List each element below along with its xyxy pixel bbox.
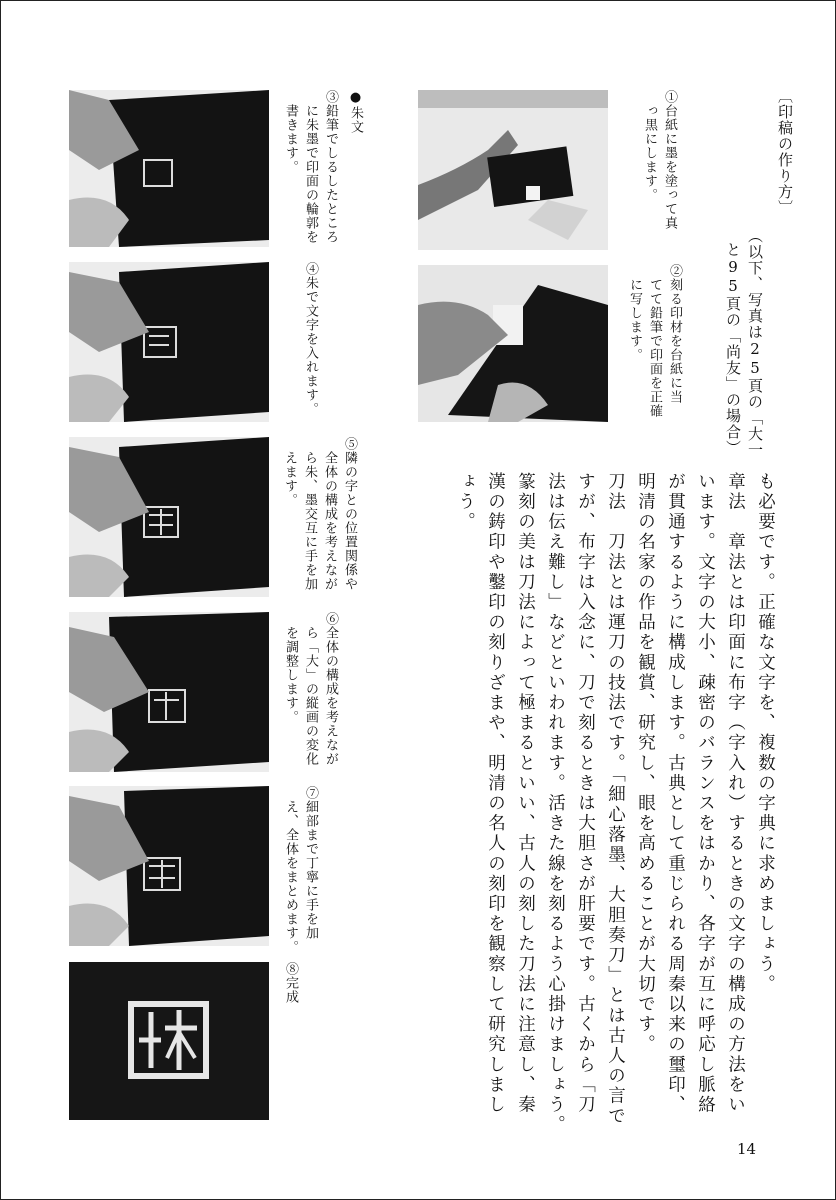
body-line-3: います。文字の大小、疎密のバランスをはかり、各字が互に呼応し脈絡 [695, 472, 716, 1116]
step-3-caption-line-2: に朱墨で印面の輪郭を [303, 104, 318, 244]
body-line-9: 篆刻の美は刀法によって極まるといい、古人の刻した刀法に注意し、秦 [515, 472, 536, 1116]
body-line-4: が貫通するように構成します。古典として重じられる周秦以来の璽印、 [665, 472, 686, 1116]
step-2-caption-line-1: ②刻る印材を台紙に当 [667, 264, 682, 404]
step-5-caption-line-4: えます。 [282, 451, 297, 507]
step-2-caption-line-2: てて鉛筆で印面を正確 [647, 278, 662, 418]
page-number: 14 [737, 1140, 757, 1158]
body-line-11: ょう。 [455, 472, 476, 533]
section-note-line-1: （以下、写真は25頁の「大一 [746, 228, 764, 458]
step-8-caption: ⑧完成 [283, 962, 298, 1004]
body-line-10: 漢の鋳印や鑿印の刻りざまや、明清の名人の刻印を観察して研究しまし [485, 472, 506, 1116]
step-5-caption-line-3: ら朱、墨交互に手を加 [302, 451, 317, 591]
step-3-caption-line-3: 書きます。 [283, 104, 298, 174]
photo-step-6 [69, 612, 269, 772]
step-6-caption-line-3: を調整します。 [283, 626, 298, 724]
step-2-caption-line-3: に写します。 [627, 278, 642, 362]
photo-step-2 [418, 265, 608, 422]
section-note-line-2: と95頁の「尚友」の場合） [724, 242, 742, 456]
step-5-caption-line-2: 全体の構成を考えなが [322, 451, 337, 591]
body-line-8: 法は伝え難し」などといわれます。活きた線を刻るよう心掛けましょう。 [545, 472, 566, 1136]
body-line-7: すが、布字は入念に、刀で刻るときは大胆さが肝要です。古くから「刀 [575, 472, 596, 1116]
body-line-5: 明清の名家の作品を観賞、研究し、眼を高めることが大切です。 [635, 472, 656, 1055]
photo-step-8-finished-seal [69, 962, 269, 1120]
step-3-caption-line-1: ③鉛筆でしるしたところ [323, 90, 338, 244]
step-4-caption: ④朱で文字を入れます。 [303, 262, 318, 416]
photo-step-7 [69, 786, 269, 946]
section-title: 〔印稿の作り方〕 [776, 88, 794, 216]
body-line-6: 刀法 刀法とは運刀の技法です。「細心落墨、大胆奏刀」とは古人の言で [605, 472, 626, 1127]
step-7-caption-line-2: え、全体をまとめます。 [283, 800, 298, 954]
body-line-1: も必要です。正確な文字を、複数の字典に求めましょう。 [755, 472, 776, 995]
shubun-heading: ●朱文 [348, 90, 363, 134]
photo-step-5 [69, 437, 269, 597]
photo-step-1 [418, 90, 608, 250]
body-line-2: 章法 章法とは印面に布字（字入れ）するときの文字の構成の方法をい [725, 472, 746, 1116]
step-5-caption-line-1: ⑤隣の字との位置関係や [342, 437, 357, 591]
step-7-caption-line-1: ⑦細部まで丁寧に手を加 [303, 786, 318, 940]
step-6-caption-line-2: ら「大」の縦画の変化 [303, 626, 318, 766]
step-1-caption-line-1: ①台紙に墨を塗って真 [662, 90, 677, 230]
photo-step-3 [69, 90, 269, 247]
step-1-caption-line-2: っ黒にします。 [642, 104, 657, 202]
step-6-caption-line-1: ⑥全体の構成を考えなが [323, 612, 338, 766]
photo-step-4 [69, 262, 269, 422]
